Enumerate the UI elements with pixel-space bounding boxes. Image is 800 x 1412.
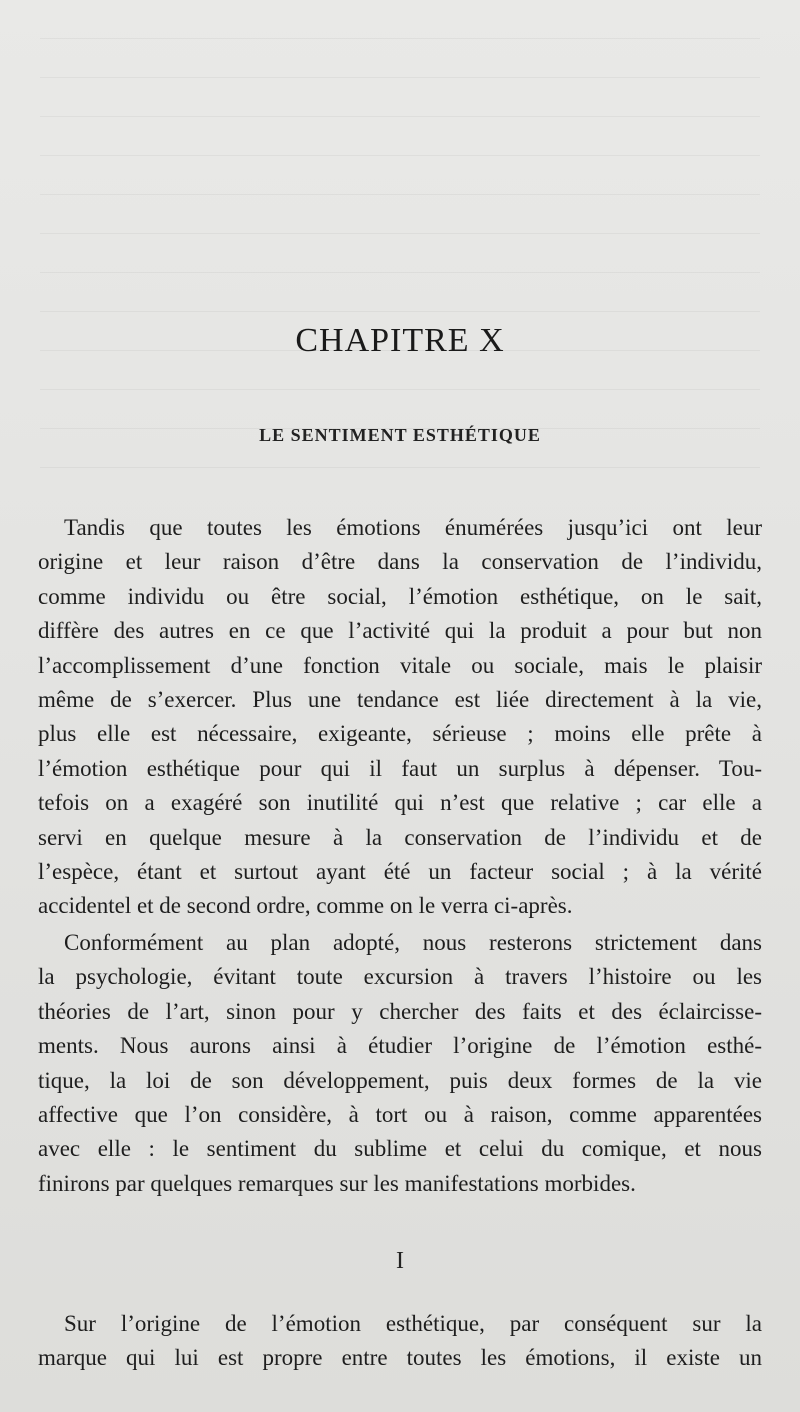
text-line: servi en quelque mesure à la conservation de l’individu et de <box>38 824 762 850</box>
text-line: origine et leur raison d’être dans la conservation de l’individu, <box>38 549 762 575</box>
text-line: Conformément au plan adopté, nous resterons strictement dans <box>64 930 762 955</box>
section-number: I <box>396 1248 404 1274</box>
paragraph-1 <box>38 511 762 924</box>
text-line: la psychologie, évitant toute excursion à travers l’histoire ou les <box>38 964 762 990</box>
paragraph-2 <box>38 926 762 1201</box>
text-line: l’accomplissement d’une fonction vitale ou sociale, mais le plaisir <box>38 652 762 678</box>
chapter-subtitle: LE SENTIMENT ESTHÉTIQUE <box>259 425 541 445</box>
text-line: théories de l’art, sinon pour y chercher des faits et des éclaircisse- <box>38 998 762 1024</box>
text-line: comme individu ou être social, l’émotion esthétique, on le sait, <box>38 583 762 609</box>
text-line: Tandis que toutes les émotions énumérées jusqu’ici ont leur <box>64 515 762 540</box>
text-line: tique, la loi de son développement, puis deux formes de la vie <box>38 1067 762 1093</box>
text-line: affective que l’on considère, à tort ou à raison, comme apparentées <box>38 1101 762 1127</box>
text-line: marque qui lui est propre entre toutes les émotions, il existe un <box>38 1345 762 1371</box>
text-line: l’émotion esthétique pour qui il faut un surplus à dépenser. Tou- <box>38 755 762 781</box>
text-line: même de s’exercer. Plus une tendance est liée directement à la vie, <box>38 686 762 712</box>
text-line: Sur l’origine de l’émotion esthétique, par conséquent sur la <box>64 1311 762 1336</box>
text-line: diffère des autres en ce que l’activité qui la produit a pour but non <box>38 618 762 644</box>
text-line: plus elle est nécessaire, exigeante, sérieuse ; moins elle prête à <box>38 721 762 747</box>
text-line: l’espèce, étant et surtout ayant été un facteur social ; à la vérité <box>38 858 762 884</box>
text-line: accidentel et de second ordre, comme on le verra ci-après. <box>38 893 573 919</box>
chapter-title: CHAPITRE X <box>295 322 505 359</box>
paragraph-3 <box>38 1307 762 1376</box>
text-line: ments. Nous aurons ainsi à étudier l’origine de l’émotion esthé- <box>38 1033 762 1059</box>
text-line: avec elle : le sentiment du sublime et celui du comique, et nous <box>38 1136 762 1162</box>
text-line: finirons par quelques remarques sur les manifestations morbides. <box>38 1170 636 1196</box>
text-line: tefois on a exagéré son inutilité qui n’est que relative ; car elle a <box>38 790 762 816</box>
